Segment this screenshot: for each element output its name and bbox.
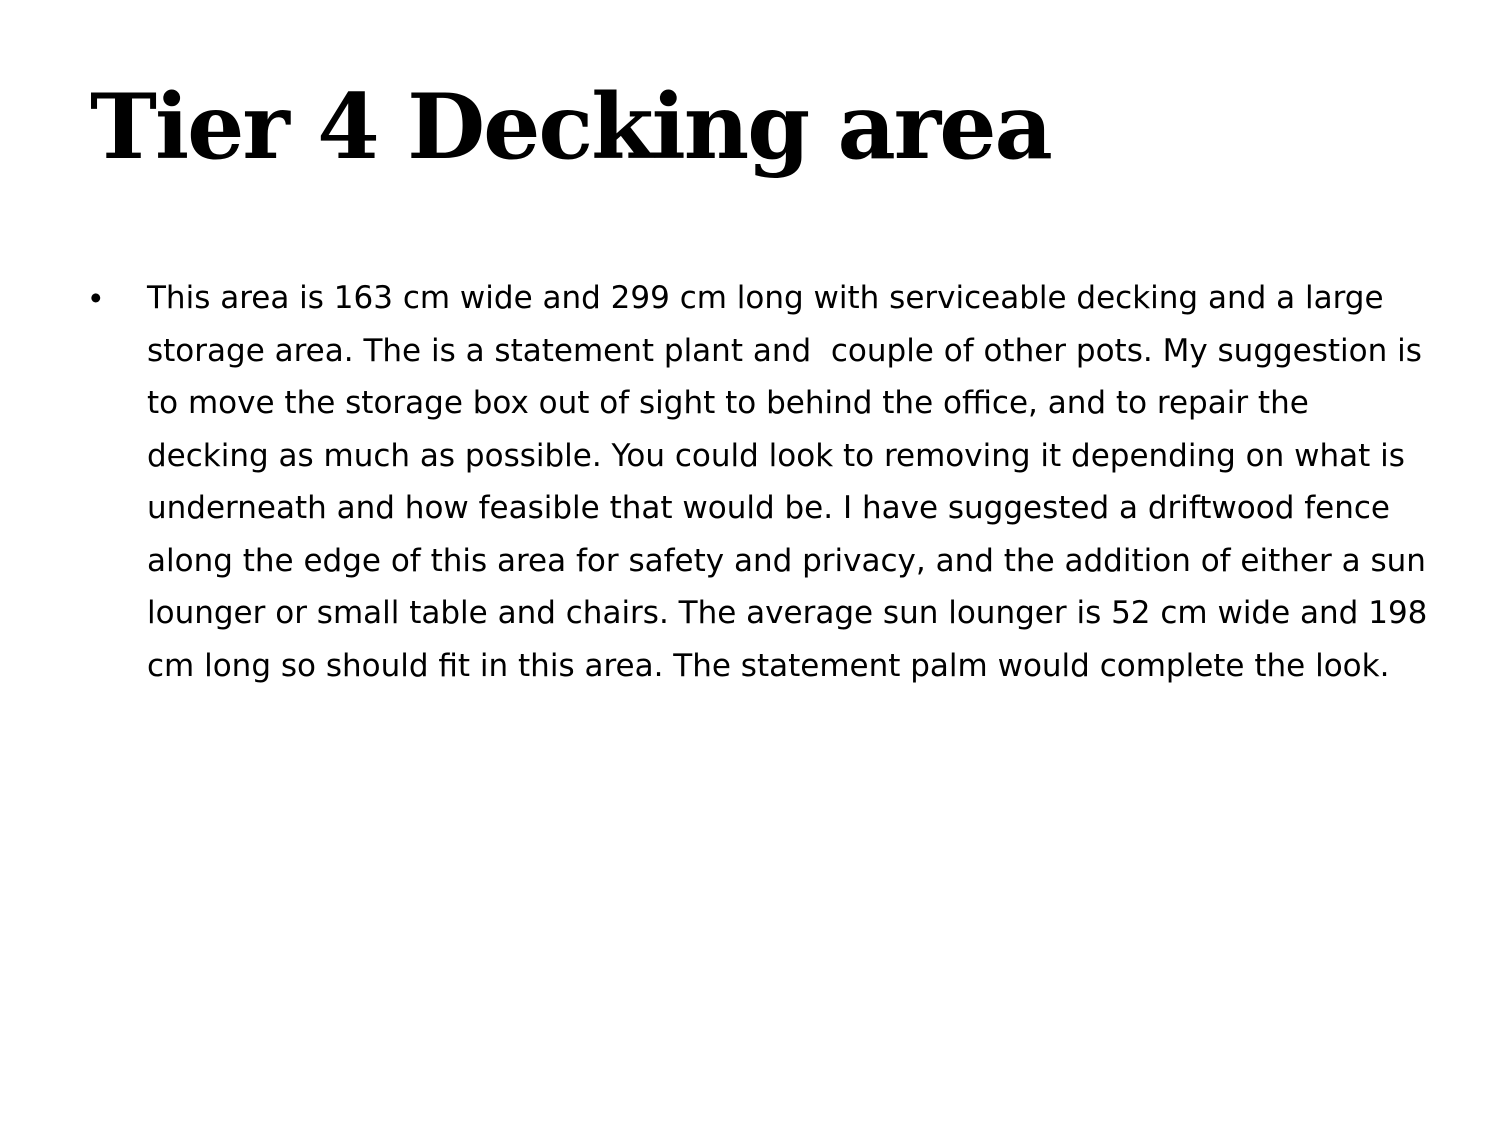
slide-title: Tier 4 Decking area xyxy=(90,74,1051,180)
list-item xyxy=(90,272,1438,692)
bullet-marker: • xyxy=(90,279,102,316)
bullet-list xyxy=(90,272,1438,692)
bullet-text: This area is 163 cm wide and 299 cm long with serviceable decking and a large storage area. The is a statement plant and couple of other pots. My suggestion is to move the storage box out of sight to behind the office, and to repair the decking as much as possible. You could look to removing it depending on what is underneath and how feasible that would be. I have suggested a driftwood fence along the edge of this area for safety and privacy, and the addition of either a sun lounger or small table and chairs. The average sun lounger is 52 cm wide and 198 cm long so should fit in this area. The statement palm would complete the look. xyxy=(147,280,1438,684)
